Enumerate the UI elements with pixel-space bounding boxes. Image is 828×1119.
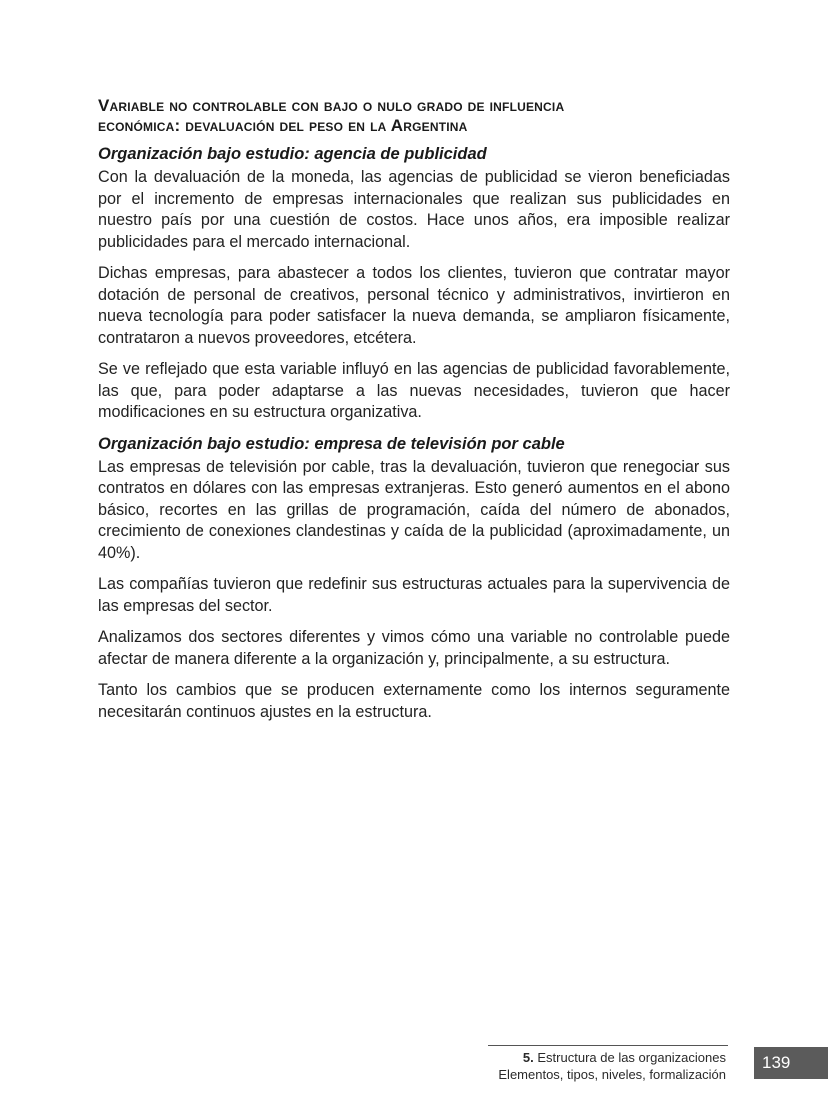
footer-chapter-number: 5. xyxy=(522,1050,534,1065)
case-1-paragraph-1: Con la devaluación de la moneda, las agencias de publicidad se vieron beneficiadas por el incremento de empresas internacionales que realizan sus publicidades en nuestro país por una cuestión de costos. Hace unos años, era imposible realizar publicidades para el mercado internacional. xyxy=(98,168,730,251)
page-content xyxy=(98,96,730,733)
section-heading xyxy=(98,96,730,136)
case-1-paragraph-3: Se ve reflejado que esta variable influyó en las agencias de publicidad favorablemente, las que, para poder adaptarse a las nuevas necesidades, tuvieron que hacer modificaciones en su estructura organizativa. xyxy=(98,360,730,421)
footer-chapter-subtitle: Elementos, tipos, niveles, formalización xyxy=(498,1067,726,1082)
footer-chapter-line xyxy=(498,1049,726,1066)
case-2-paragraph-4: Tanto los cambios que se producen externamente como los internos seguramente necesitarán continuos ajustes en la estructura. xyxy=(98,681,730,721)
section-heading-line-2: económica: devaluación del peso en la Argentina xyxy=(98,116,468,135)
case-1-paragraph-2: Dichas empresas, para abastecer a todos los clientes, tuvieron que contratar mayor dotación de personal de creativos, personal técnico y administrativos, invirtieron en nueva tecnología para poder satisfacer la nueva demanda, se ampliaron físicamente, contrataron a nuevos proveedores, etcétera. xyxy=(98,264,730,347)
page-number: 139 xyxy=(754,1047,828,1079)
case-1-subheading: Organización bajo estudio: agencia de publicidad xyxy=(98,145,487,163)
case-2-paragraph-2: Las compañías tuvieron que redefinir sus estructuras actuales para la supervivencia de las empresas del sector. xyxy=(98,575,730,615)
case-2-paragraph-3: Analizamos dos sectores diferentes y vimos cómo una variable no controlable puede afectar de manera diferente a la organización y, principalmente, a su estructura. xyxy=(98,628,730,668)
footer-chapter-title: Estructura de las organizaciones xyxy=(537,1050,726,1065)
footer-divider xyxy=(488,1045,728,1046)
case-2-subheading: Organización bajo estudio: empresa de televisión por cable xyxy=(98,434,565,453)
running-footer xyxy=(498,1049,726,1083)
section-heading-line-1: Variable no controlable con bajo o nulo grado de influencia xyxy=(98,96,565,115)
case-2-paragraph-1: Las empresas de televisión por cable, tras la devaluación, tuvieron que renegociar sus contratos en dólares con las empresas extranjeras. Esto generó aumentos en el abono básico, recortes en las grillas de programación, caída del número de abonados, crecimiento de conexiones clandestinas y caída de la publicidad (aproximadamente, un 40%). xyxy=(98,457,730,562)
